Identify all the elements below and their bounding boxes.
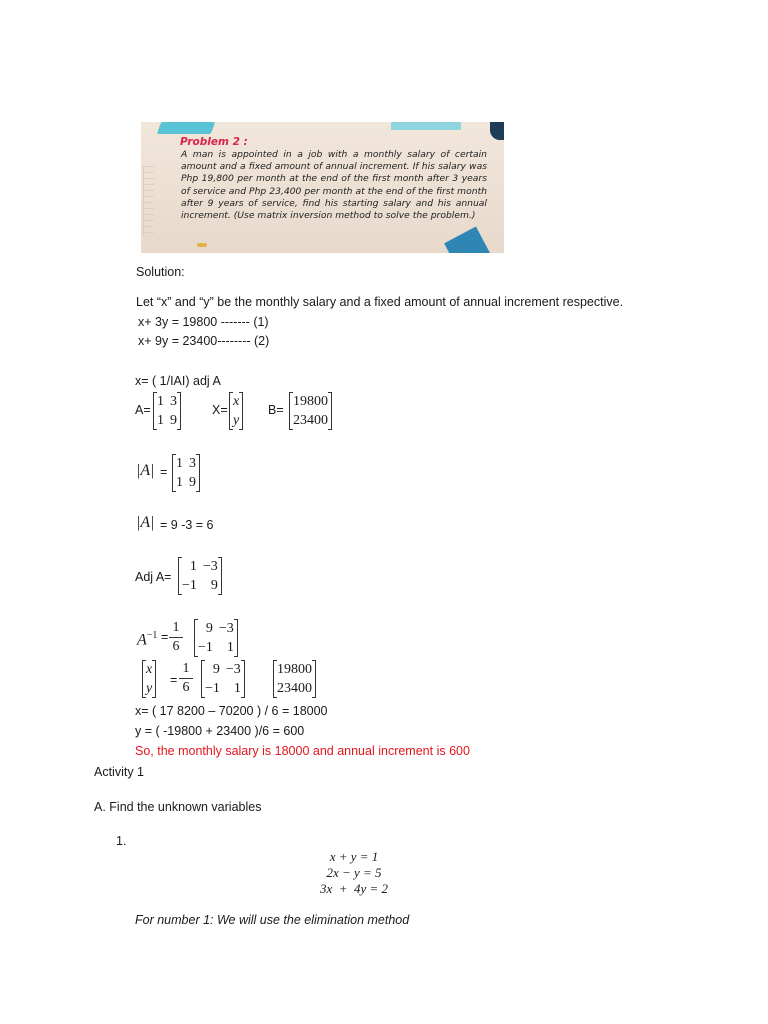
equation-1: x+ 3y = 19800 ------- (1) [138, 315, 269, 329]
conclusion: So, the monthly salary is 18000 and annual increment is 600 [135, 744, 470, 758]
det-equals: = [160, 465, 168, 479]
matrix-det-a: 1 3 1 9 [172, 454, 200, 492]
matrix-a: 1 3 1 9 [153, 392, 181, 430]
item-number: 1. [116, 834, 127, 848]
problem-title: Problem 2 : [180, 136, 248, 148]
solution-heading: Solution: [136, 265, 185, 279]
system-equation-2: 2x − y = 5 [326, 865, 382, 880]
blue-tool-decoration [444, 227, 490, 253]
problem-image [141, 122, 504, 253]
problem-text: A man is appointed in a job with a monthly salary of certain amount and a fixed amount of annual increment. If his salary was Php 19,800 per month at the end of the first month after 3 years of service and Php 23,400 per month at the end of the first month after 9 years of service, find his starting salary and his annual increment. (Use matrix inversion method to solve the problem.) [181, 149, 487, 222]
a-inverse-symbol: $A^{-1}$ [137, 630, 158, 649]
det-symbol-2: |A| [136, 514, 155, 531]
matrix-inverse: 9 −3 −1 1 [194, 619, 238, 657]
let-statement: Let “x” and “y” be the monthly salary and a fixed amount of annual increment respective. [136, 295, 624, 309]
matrix-b-2: 19800 23400 [273, 660, 316, 698]
matrix-inverse-2: 9 −3 −1 1 [201, 660, 245, 698]
adj-label: Adj A= [135, 570, 172, 584]
inverse-equals: = [161, 630, 169, 644]
y-result: y = ( -19800 + 23400 )/6 = 600 [135, 724, 305, 738]
matrix-adj-a: 1 −3 −1 9 [178, 557, 222, 595]
fraction-one-sixth: 1 6 [169, 620, 183, 655]
inverse-formula: x= ( 1/IAI) adj A [135, 374, 221, 388]
equation-2: x+ 9y = 23400-------- (2) [138, 334, 270, 348]
det-symbol: |A| [136, 462, 155, 479]
x-label: X= [212, 403, 228, 417]
ruler-decoration [391, 122, 461, 130]
calculator-decoration [157, 122, 215, 134]
pencil-decoration [197, 243, 207, 247]
activity-title: Activity 1 [94, 765, 145, 779]
b-label: B= [268, 403, 284, 417]
solve-equals: = [170, 673, 178, 687]
method-note: For number 1: We will use the elimination method [135, 913, 410, 927]
x-result: x= ( 17 8200 – 70200 ) / 6 = 18000 [135, 704, 328, 718]
matrix-x: x y [229, 392, 243, 430]
system-equation-1: x + y = 1 [329, 849, 379, 864]
activity-part-a: A. Find the unknown variables [94, 800, 262, 814]
side-ruler-decoration [143, 166, 154, 236]
fraction-one-sixth-2: 1 6 [179, 661, 193, 696]
det-value: = 9 -3 = 6 [160, 518, 214, 532]
a-label: A= [135, 403, 151, 417]
matrix-b: 19800 23400 [289, 392, 332, 430]
system-equation-3: 3x + 4y = 2 [319, 881, 389, 896]
corner-decoration [490, 122, 504, 140]
matrix-xy: x y [142, 660, 156, 698]
